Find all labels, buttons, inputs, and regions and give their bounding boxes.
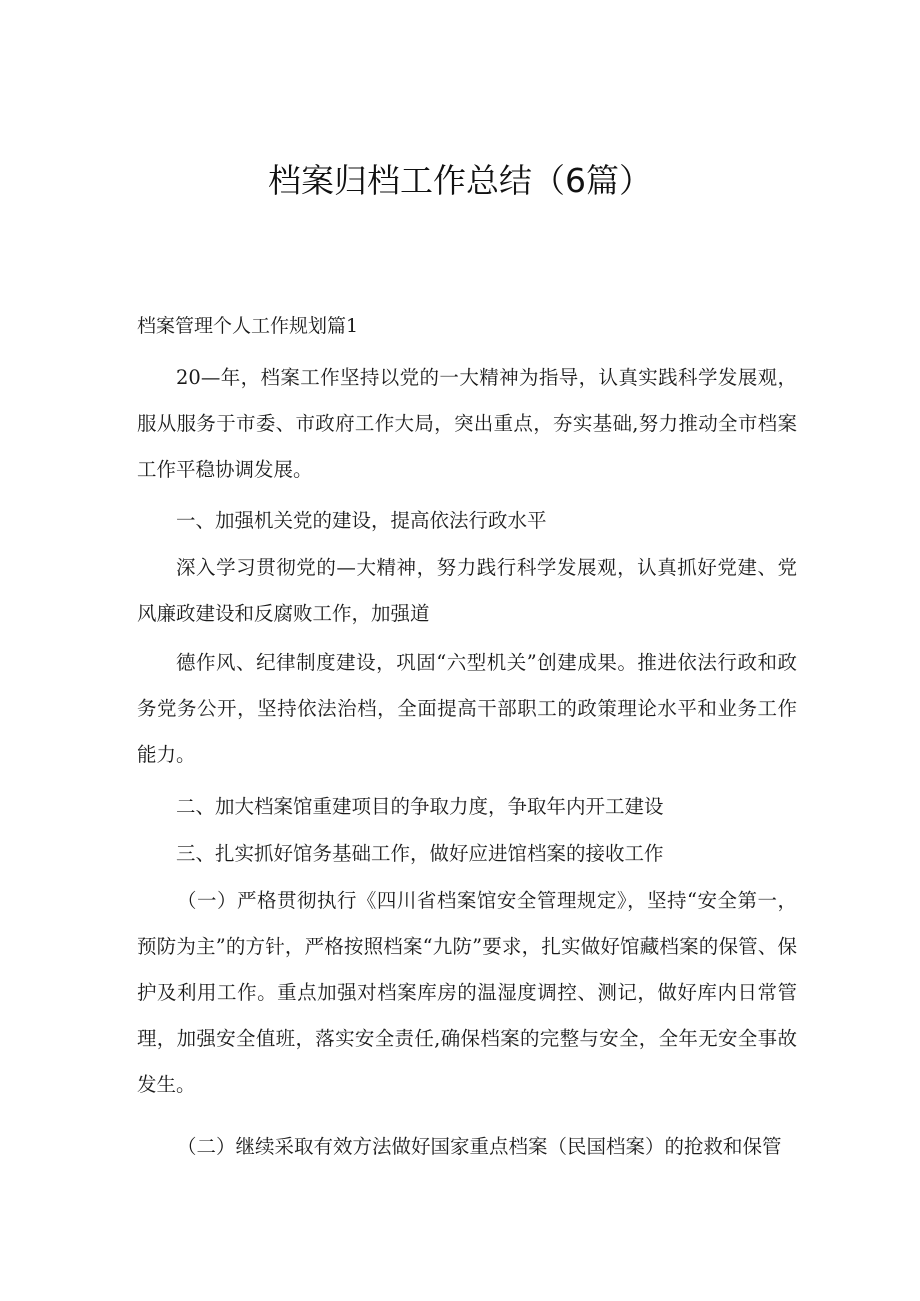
paragraph-party-building: 深入学习贯彻党的—大精神，努力践行科学发展观，认真抓好党建、党风廉政建设和反腐败工作，加强道 xyxy=(137,556,797,625)
heading-three: 三、扎实抓好馆务基础工作，做好应进馆档案的接收工作 xyxy=(176,842,664,865)
document-title: 档案归档工作总结（6篇） xyxy=(268,161,652,200)
paragraph-ethics: 德作风、纪律制度建设，巩固“六型机关”创建成果。推进依法行政和政务党务公开，坚持依法治档，全面提高干部职工的政策理论水平和业务工作能力。 xyxy=(137,651,797,766)
section-subtitle: 档案管理个人工作规划篇1 xyxy=(137,315,359,337)
paragraph-intro: 20—年，档案工作坚持以党的一大精神为指导，认真实践科学发展观，服从服务于市委、市政府工作大局，突出重点，夯实基础,努力推动全市档案工作平稳协调发展。 xyxy=(137,366,797,481)
heading-one: 一、加强机关党的建设，提高依法行政水平 xyxy=(176,509,547,532)
paragraph-item-two: （二）继续采取有效方法做好国家重点档案（民国档案）的抢救和保管 xyxy=(177,1135,782,1158)
heading-two: 二、加大档案馆重建项目的争取力度，争取年内开工建设 xyxy=(176,795,664,818)
paragraph-item-one: （一）严格贯彻执行《四川省档案馆安全管理规定》，坚持“安全第一，预防为主”的方针，严格按照档案“九防”要求，扎实做好馆藏档案的保管、保护及利用工作。重点加强对档案库房的温湿度调控、测记，做好库内日常管理，加强安全值班，落实安全责任,确保档案的完整与安全，全年无安全事故发生。 xyxy=(137,889,797,1096)
